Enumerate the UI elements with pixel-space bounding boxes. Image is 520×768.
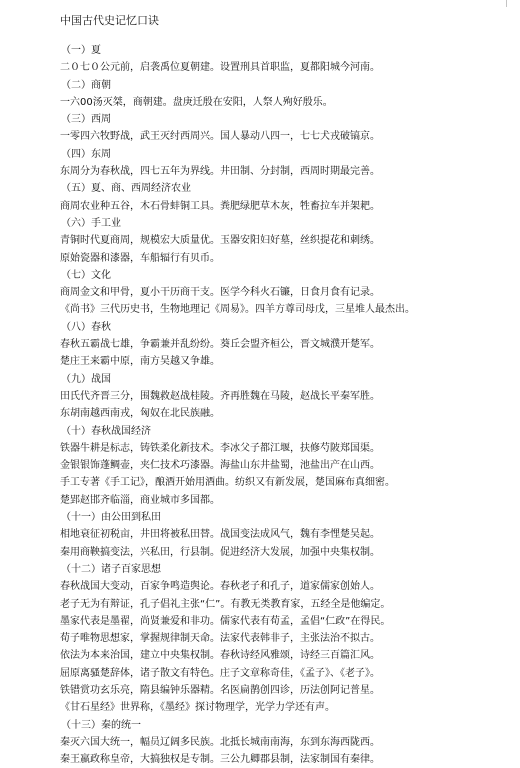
text-line: 金银银饰蓬鲷壶，夹仁技术巧漆器。海盐山东井盐蜀，池盐出产在山西。 (60, 460, 380, 472)
text-line: 楚郢赵邯齐临淄，商业城市多国都。 (60, 494, 220, 506)
section-heading: （七）文化 (61, 269, 111, 281)
section-heading: （十二）诸子百家思想 (61, 563, 161, 575)
text-line: 商周金文和甲骨，夏小干历商干支。医学今科火石镰，日食月食有记录。 (60, 287, 380, 299)
text-line: 铁镨赏功玄乐亮，隋县编钟乐器精。名医扁鹊创四诊，历法创阿记普星。 (60, 684, 380, 696)
text-line: 屈原离骚楚辞体，诸子散文有特色。庄子文章称奇佳，《孟子》、《老子》。 (60, 667, 380, 679)
document-title: 中国古代史记忆口诀 (60, 14, 159, 27)
text-line: 相地衰征初税亩，井田将被私田替。战国变法成风气，魏有李悝楚吴起。 (60, 529, 380, 541)
section-heading: （二）商朝 (61, 79, 111, 91)
text-line: 《尚书》三代历史书，生物地理记《周易》。四羊方尊司母戊，三星堆人最杰出。 (60, 304, 415, 316)
section-heading: （一）夏 (61, 45, 101, 56)
section-heading: （十三）秦的统一 (61, 719, 141, 731)
text-line: 东周分为春秋战，四七五年为界线。井田制、分封制，西周时期最完善。 (60, 166, 380, 178)
text-line: 手工专著《手工记》，酿酒开始用酒曲。纺织又有新发展，楚国麻布真细密。 (60, 477, 395, 489)
section-heading: （三）西周 (61, 114, 111, 126)
text-line: 楚庄王来霸中原，南方吴越又争雄。 (60, 356, 220, 368)
document-body (60, 42, 510, 768)
text-line: 荀子唯物思想家，掌握规律制天命。法家代表韩非子，主张法治不拟古。 (60, 633, 380, 645)
text-line: 田氏代齐晋三分，围魏救赵战桂陵。齐再胜魏在马陵，赵战长平秦军胜。 (60, 390, 380, 402)
text-line: 老子无为有辩证，孔子倡礼主张“仁”。有教无类教育家，五经全是他编定。 (60, 598, 391, 610)
text-line: 一六00汤灭桀，商朝建。盘庚迁殷在安阳，人祭人殉好殷乐。 (60, 96, 333, 108)
section-heading: （四）东周 (61, 148, 111, 160)
text-line: 青铜时代夏商周，规模宏大质量优。玉器安阳妇好墓，丝织提花和刺绣。 (60, 235, 380, 247)
section-heading: （十一）由公田到私田 (61, 512, 161, 524)
section-heading: （十）春秋战国经济 (61, 425, 151, 437)
text-line: 依法为本来治国，建立中央集权制。春秋诗经风雅颂，诗经三百篇汇风。 (60, 650, 380, 662)
section-heading: （六）手工业 (61, 217, 121, 229)
text-line: 铁器牛耕是标志，铸铁柔化新技术。李冰父子都江堰，扶修芍陂郑国渠。 (60, 442, 380, 454)
text-line: 春秋五霸战七雄，争霸兼并乱纷纷。葵丘会盟齐桓公，晋文城濮开楚军。 (60, 339, 380, 351)
text-line: 二０七０公元前，启袭禹位夏朝建。设置刑具首职监，夏都阳城今河南。 (60, 62, 380, 74)
text-line: 东胡南越西南戎，匈奴在北民族融。 (60, 408, 220, 420)
section-heading: （九）战国 (61, 373, 111, 385)
text-line: 秦王嬴政称皇帝，大搞独权是专制。三公九卿郡县制，法家制国有秦律。 (60, 754, 380, 766)
text-line: 春秋战国大变动，百家争鸣造舆论。春秋老子和孔子，道家儒家创始人。 (60, 581, 380, 593)
text-line: 商周农业种五谷，木石骨蚌铜工具。粪肥绿肥草木灰，牲畜拉车并架耙。 (60, 200, 380, 212)
text-line: 一零四六牧野战，武王灭纣西周兴。国人暴动八四一，七七犬戎破镐京。 (60, 131, 380, 143)
text-line: 墨家代表是墨翟，尚贤兼爱和非功。儒家代表有荀孟，孟倡“仁政”在得民。 (60, 615, 391, 627)
text-line: 原始瓷器和漆器，车船辐行有贝币。 (60, 252, 220, 264)
text-line: 《甘石星经》世界称，《墨经》探讨物理学，光学力学还有声。 (60, 702, 335, 714)
scrollbar-mark[interactable] (506, 0, 507, 7)
text-line: 秦用商鞅搞变法，兴私田，行县制。促进经济大发展，加强中央集权制。 (60, 546, 380, 558)
section-heading: （五）夏、商、西周经济农业 (61, 183, 191, 195)
section-heading: （八）春秋 (61, 321, 111, 333)
text-line: 秦灭六国大统一，幅员辽阔多民族。北抵长城南南海，东到东海西陇西。 (60, 736, 380, 748)
